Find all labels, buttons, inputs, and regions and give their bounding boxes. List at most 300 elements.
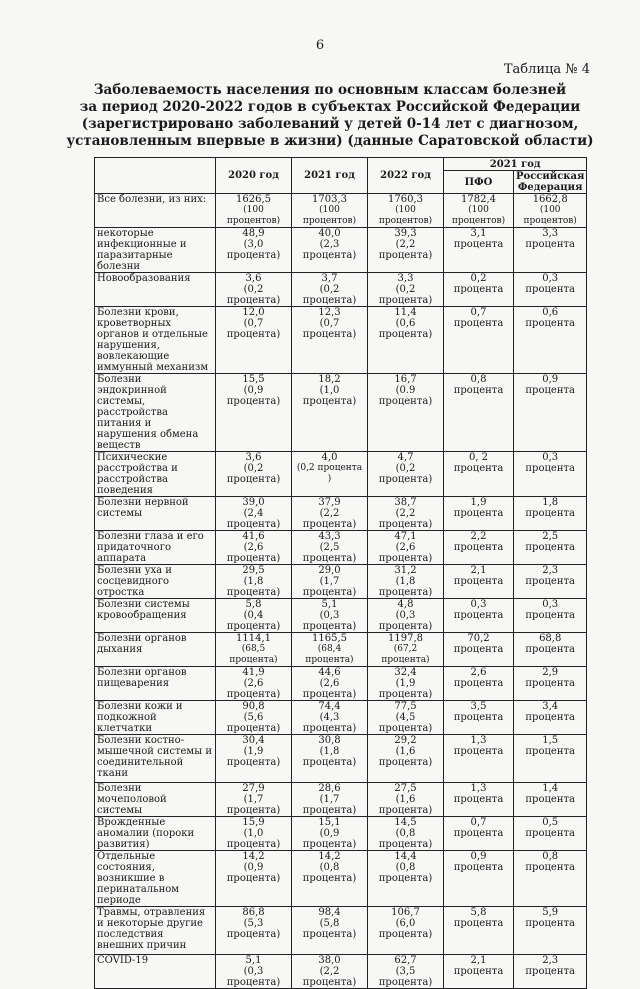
value-cell (368, 817, 444, 851)
value-number: 2,9 процента (525, 667, 575, 689)
value-percent: (0,7 процента) (226, 318, 281, 340)
value-cell (368, 955, 444, 989)
header-2022: 2022 год (368, 158, 444, 194)
value-number: 1,8 процента (525, 497, 575, 519)
value-number: 4,8 (397, 599, 414, 610)
value-percent: (1,0 процента) (226, 828, 281, 850)
value-percent: (2,6 процента) (302, 678, 357, 700)
value-cell (368, 907, 444, 955)
value-cell (292, 273, 368, 307)
value-number: 0,6 процента (525, 307, 575, 329)
value-cell (368, 735, 444, 783)
value-number: 14,4 (394, 851, 417, 862)
value-number: 0,3 процента (525, 273, 575, 295)
disease-class-cell: Новообразования (95, 273, 216, 307)
value-number: 5,8 (245, 599, 262, 610)
value-number: 12,3 (318, 307, 341, 318)
value-number: 27,5 (394, 783, 417, 794)
table-row (95, 497, 587, 531)
value-percent: (1,9 процента) (378, 678, 433, 700)
value-cell (368, 633, 444, 667)
value-percent: (0,2 процента) (302, 284, 357, 306)
value-cell (444, 531, 514, 565)
value-percent: (1,6 процента) (378, 746, 433, 768)
value-cell (216, 497, 292, 531)
value-number: 31,2 (394, 565, 417, 576)
value-percent: (0,2 процента) (226, 463, 281, 485)
value-cell (444, 374, 514, 452)
table-row (95, 955, 587, 989)
value-cell (292, 452, 368, 497)
value-cell (216, 194, 292, 228)
value-number: 48,9 (242, 228, 265, 239)
table-row (95, 907, 587, 955)
value-number: 44,6 (318, 667, 341, 678)
value-cell (292, 817, 368, 851)
value-cell (216, 307, 292, 374)
value-number: 74,4 (318, 701, 341, 712)
value-cell (514, 194, 587, 228)
value-cell (444, 955, 514, 989)
value-number: 5,9 процента (525, 907, 575, 929)
disease-class-cell: некоторые инфекционные и паразитарные болезни (95, 228, 216, 273)
value-cell (292, 497, 368, 531)
value-number: 1,3 процента (453, 735, 504, 757)
value-cell (444, 851, 514, 907)
table-row (95, 599, 587, 633)
value-cell (444, 194, 514, 228)
value-number: 32,4 (394, 667, 417, 678)
value-number: 1165,5 (312, 633, 347, 644)
disease-class-cell: Болезни крови, кроветворных органов и отдельные нарушения, вовлекающие иммунный механизм (95, 307, 216, 374)
value-number: 28,6 (318, 783, 341, 794)
value-number: 3,6 (245, 452, 262, 463)
value-percent: (1,7 процента) (226, 794, 281, 816)
value-number: 15,1 (318, 817, 341, 828)
value-number: 5,1 (321, 599, 338, 610)
value-number: 1,5 процента (525, 735, 575, 757)
value-percent: (3,5 процента) (378, 966, 433, 988)
value-cell (514, 817, 587, 851)
table-row (95, 667, 587, 701)
value-cell (368, 228, 444, 273)
value-percent: (5,6 процента) (226, 712, 281, 734)
disease-class-cell: Болезни уха и сосцевидного отростка (95, 565, 216, 599)
value-cell (216, 701, 292, 735)
value-percent: (1,8 процента) (302, 746, 357, 768)
value-percent: (100 процентов) (451, 205, 506, 226)
value-cell (216, 228, 292, 273)
value-cell (514, 599, 587, 633)
value-number: 1,3 процента (453, 783, 504, 805)
value-number: 0,7 процента (453, 817, 504, 839)
table-row (95, 633, 587, 667)
value-cell (514, 667, 587, 701)
disease-class-cell: Отдельные состояния, возникшие в перинатальном периоде (95, 851, 216, 907)
value-number: 3,3 процента (525, 228, 575, 250)
disease-class-cell: Болезни нервной системы (95, 497, 216, 531)
value-percent: (2,4 процента) (226, 508, 281, 530)
value-percent: (0,2 процента ) (296, 463, 363, 484)
table-row (95, 701, 587, 735)
value-cell (292, 531, 368, 565)
value-number: 4,0 (321, 452, 338, 463)
value-number: 29,5 (242, 565, 265, 576)
value-cell (292, 565, 368, 599)
value-number: 1662,8 (532, 194, 568, 205)
value-number: 38,7 (394, 497, 417, 508)
value-cell (216, 735, 292, 783)
value-percent: (0,9 процента) (302, 828, 357, 850)
value-cell (514, 374, 587, 452)
value-percent: (0,4 процента) (226, 610, 281, 632)
header-disease (95, 158, 216, 194)
value-number: 16,7 (394, 374, 417, 385)
value-number: 2,5 процента (525, 531, 575, 553)
value-number: 39,3 (394, 228, 417, 239)
value-percent: (100 процентов) (523, 205, 577, 226)
table-row (95, 735, 587, 783)
value-number: 38,0 (318, 955, 341, 966)
value-cell (216, 907, 292, 955)
value-percent: (4,5 процента) (378, 712, 433, 734)
value-cell (514, 307, 587, 374)
header-rf (514, 171, 587, 194)
table-row (95, 273, 587, 307)
disease-class-cell: COVID-19 (95, 955, 216, 989)
value-number: 1,9 процента (453, 497, 504, 519)
header-pfo: ПФО (444, 171, 514, 194)
value-percent: (1,7 процента) (302, 576, 357, 598)
value-cell (216, 817, 292, 851)
value-number: 47,1 (394, 531, 417, 542)
disease-class-cell: Болезни системы кровообращения (95, 599, 216, 633)
header-2021: 2021 год (292, 158, 368, 194)
value-cell (216, 452, 292, 497)
value-cell (292, 851, 368, 907)
value-number: 3,3 (397, 273, 414, 284)
title-line: установленным впервые в жизни) (данные Саратовской области) (66, 133, 594, 149)
page-number: 6 (315, 38, 325, 53)
value-cell (292, 374, 368, 452)
value-number: 43,3 (318, 531, 341, 542)
value-cell (368, 374, 444, 452)
value-number: 86,8 (242, 907, 265, 918)
value-number: 98,4 (318, 907, 341, 918)
title-line: Заболеваемость населения по основным классам болезней (93, 82, 567, 98)
value-percent: (67,2 процента) (381, 644, 430, 665)
value-number: 29,0 (318, 565, 341, 576)
value-number: 41,9 (242, 667, 265, 678)
table-row (95, 374, 587, 452)
value-cell (292, 599, 368, 633)
value-percent: (0,2 процента) (378, 284, 433, 306)
value-percent: (3,0 процента) (226, 239, 281, 261)
header-2021-comparison: 2021 год (444, 158, 587, 171)
value-cell (514, 273, 587, 307)
value-cell (216, 531, 292, 565)
value-cell (514, 633, 587, 667)
value-number: 30,4 (242, 735, 265, 746)
value-cell (514, 701, 587, 735)
value-number: 1760,3 (388, 194, 423, 205)
value-percent: (2,2 процента) (302, 966, 357, 988)
value-cell (444, 633, 514, 667)
value-cell (514, 851, 587, 907)
value-number: 0,3 процента (525, 452, 575, 474)
value-number: 3,4 процента (525, 701, 575, 723)
table-row (95, 194, 587, 228)
value-number: 0,9 процента (453, 851, 504, 873)
value-number: 29,2 (394, 735, 417, 746)
value-number: 2,1 процента (453, 955, 504, 977)
value-cell (444, 497, 514, 531)
table-row (95, 531, 587, 565)
table-row (95, 307, 587, 374)
value-percent: (2,6 процента) (378, 542, 433, 564)
value-cell (368, 851, 444, 907)
value-percent: (2,2 процента) (302, 508, 357, 530)
value-number: 90,8 (242, 701, 265, 712)
value-cell (216, 374, 292, 452)
table-row (95, 565, 587, 599)
table-body (95, 194, 587, 989)
disease-class-cell: Болезни костно-мышечной системы и соединительной ткани (95, 735, 216, 783)
value-percent: (6,0 процента) (378, 918, 433, 940)
value-number: 2,3 процента (525, 955, 575, 977)
value-cell (216, 565, 292, 599)
value-number: 0,9 процента (525, 374, 575, 396)
value-percent: (0,2 процента) (378, 463, 433, 485)
value-percent: (5,3 процента) (226, 918, 281, 940)
value-percent: (100 процентов) (378, 205, 433, 226)
value-percent: (0,3 процента) (226, 966, 281, 988)
value-cell (514, 452, 587, 497)
value-percent: (2,5 процента) (302, 542, 357, 564)
value-percent: (0,9 процента) (226, 385, 281, 407)
value-number: 3,6 (245, 273, 262, 284)
disease-class-cell: Психические расстройства и расстройства поведения (95, 452, 216, 497)
value-number: 2,6 процента (453, 667, 504, 689)
value-cell (514, 531, 587, 565)
value-number: 0,3 процента (453, 599, 504, 621)
header-row (95, 158, 587, 171)
value-percent: (1,7 процента) (302, 794, 357, 816)
value-cell (514, 955, 587, 989)
value-cell (444, 599, 514, 633)
value-number: 0,8 процента (525, 851, 575, 873)
value-number: 15,9 (242, 817, 265, 828)
value-percent: (1,9 процента) (226, 746, 281, 768)
value-cell (444, 565, 514, 599)
value-number: 1703,3 (312, 194, 347, 205)
value-number: 39,0 (242, 497, 265, 508)
value-number: 1197,8 (388, 633, 423, 644)
value-cell (292, 633, 368, 667)
disease-class-cell: Болезни органов пищеварения (95, 667, 216, 701)
value-percent: (0,7 процента) (302, 318, 357, 340)
value-cell (368, 497, 444, 531)
value-percent: (0,9 процента) (226, 862, 281, 884)
value-percent: (2,6 процента) (226, 542, 281, 564)
value-cell (368, 452, 444, 497)
value-cell (292, 307, 368, 374)
value-percent: (0,8 процента) (378, 828, 433, 850)
value-number: 2,2 процента (453, 531, 504, 553)
header-2020: 2020 год (216, 158, 292, 194)
value-cell (368, 273, 444, 307)
value-percent: (1,8 процента) (378, 576, 433, 598)
value-percent: (4,3 процента) (302, 712, 357, 734)
value-cell (368, 194, 444, 228)
value-percent: (0,3 процента) (302, 610, 357, 632)
value-cell (444, 273, 514, 307)
value-percent: (2,6 процента) (226, 678, 281, 700)
value-cell (368, 701, 444, 735)
value-cell (292, 735, 368, 783)
value-cell (216, 633, 292, 667)
value-percent: (0,8 процента) (378, 862, 433, 884)
value-cell (444, 667, 514, 701)
disease-class-cell: Болезни органов дыхания (95, 633, 216, 667)
value-number: 4,7 (397, 452, 414, 463)
value-percent: (0,3 процента) (378, 610, 433, 632)
value-cell (292, 228, 368, 273)
value-number: 0,8 процента (453, 374, 504, 396)
disease-class-cell: Болезни глаза и его придаточного аппарата (95, 531, 216, 565)
value-cell (444, 452, 514, 497)
value-number: 15,5 (242, 374, 265, 385)
value-number: 1626,5 (236, 194, 271, 205)
table-row (95, 783, 587, 817)
value-cell (368, 565, 444, 599)
value-number: 1114,1 (236, 633, 271, 644)
value-percent: (100 процентов) (226, 205, 281, 226)
value-percent: (68,5 процента) (229, 644, 278, 665)
value-percent: (0,8 процента) (302, 862, 357, 884)
value-percent: (5,8 процента) (302, 918, 357, 940)
disease-class-cell: Болезни эндокринной системы, расстройства питания и нарушения обмена веществ (95, 374, 216, 452)
document-title (60, 82, 600, 150)
value-cell (514, 497, 587, 531)
value-number: 77,5 (394, 701, 417, 712)
value-number: 68,8 процента (525, 633, 575, 655)
value-cell (514, 565, 587, 599)
value-cell (514, 783, 587, 817)
value-number: 41,6 (242, 531, 265, 542)
table-label: Таблица № 4 (503, 62, 590, 77)
value-cell (514, 907, 587, 955)
value-number: 14,2 (242, 851, 265, 862)
value-number: 0,2 процента (453, 273, 504, 295)
value-number: 30,8 (318, 735, 341, 746)
value-cell (292, 955, 368, 989)
value-percent: (0,6 процента) (378, 318, 433, 340)
value-cell (368, 599, 444, 633)
value-cell (444, 907, 514, 955)
value-cell (368, 531, 444, 565)
value-number: 5,1 (245, 955, 262, 966)
morbidity-table (94, 157, 587, 989)
value-cell (216, 851, 292, 907)
disease-class-cell: Болезни мочеполовой системы (95, 783, 216, 817)
value-cell (444, 817, 514, 851)
value-number: 0, 2 процента (453, 452, 504, 474)
value-cell (216, 599, 292, 633)
value-number: 62,7 (394, 955, 417, 966)
value-cell (368, 783, 444, 817)
value-percent: (2,3 процента) (302, 239, 357, 261)
value-number: 14,2 (318, 851, 341, 862)
value-number: 11,4 (394, 307, 417, 318)
value-number: 18,2 (318, 374, 341, 385)
value-cell (444, 783, 514, 817)
value-percent: (2,2 процента) (378, 508, 433, 530)
value-number: 40,0 (318, 228, 341, 239)
value-cell (216, 667, 292, 701)
value-cell (444, 228, 514, 273)
title-line: за период 2020-2022 годов в субъектах Российской Федерации (79, 99, 581, 115)
value-number: 5,8 процента (453, 907, 504, 929)
disease-class-cell: Болезни кожи и подкожной клетчатки (95, 701, 216, 735)
value-cell (216, 955, 292, 989)
value-cell (444, 307, 514, 374)
value-cell (292, 194, 368, 228)
table-row (95, 851, 587, 907)
value-percent: (1,0 процента) (302, 385, 357, 407)
value-cell (216, 273, 292, 307)
value-cell (292, 667, 368, 701)
value-number: 0,7 процента (453, 307, 504, 329)
value-number: 1,4 процента (525, 783, 575, 805)
value-cell (292, 701, 368, 735)
value-cell (514, 228, 587, 273)
value-number: 70,2 процента (453, 633, 504, 655)
value-cell (292, 783, 368, 817)
value-number: 1782,4 (461, 194, 496, 205)
value-cell (368, 667, 444, 701)
table-row (95, 228, 587, 273)
value-percent: (2,2 процента) (378, 239, 433, 261)
header-rf-line: Федерация (517, 182, 583, 193)
value-number: 37,9 (318, 497, 341, 508)
value-cell (216, 783, 292, 817)
value-cell (368, 307, 444, 374)
value-number: 0,3 процента (525, 599, 575, 621)
value-percent: (0,2 процента) (226, 284, 281, 306)
value-cell (444, 735, 514, 783)
header-rf-line: Российская (516, 171, 585, 182)
value-number: 27,9 (242, 783, 265, 794)
value-number: 2,1 процента (453, 565, 504, 587)
table-row (95, 817, 587, 851)
value-number: 106,7 (391, 907, 420, 918)
value-percent: (0.9 процента) (378, 385, 433, 407)
value-cell (292, 907, 368, 955)
value-number: 12,0 (242, 307, 265, 318)
value-cell (514, 735, 587, 783)
value-number: 3,1 процента (453, 228, 504, 250)
value-number: 0,5 процента (525, 817, 575, 839)
value-number: 2,3 процента (525, 565, 575, 587)
title-line: (зарегистрировано заболеваний у детей 0-14 лет с диагнозом, (81, 116, 579, 132)
value-number: 3,5 процента (453, 701, 504, 723)
value-percent: (1,6 процента) (378, 794, 433, 816)
value-number: 3,7 (321, 273, 338, 284)
value-number: 14,5 (394, 817, 417, 828)
value-percent: (100 процентов) (302, 205, 357, 226)
disease-class-cell: Врожденные аномалии (пороки развития) (95, 817, 216, 851)
